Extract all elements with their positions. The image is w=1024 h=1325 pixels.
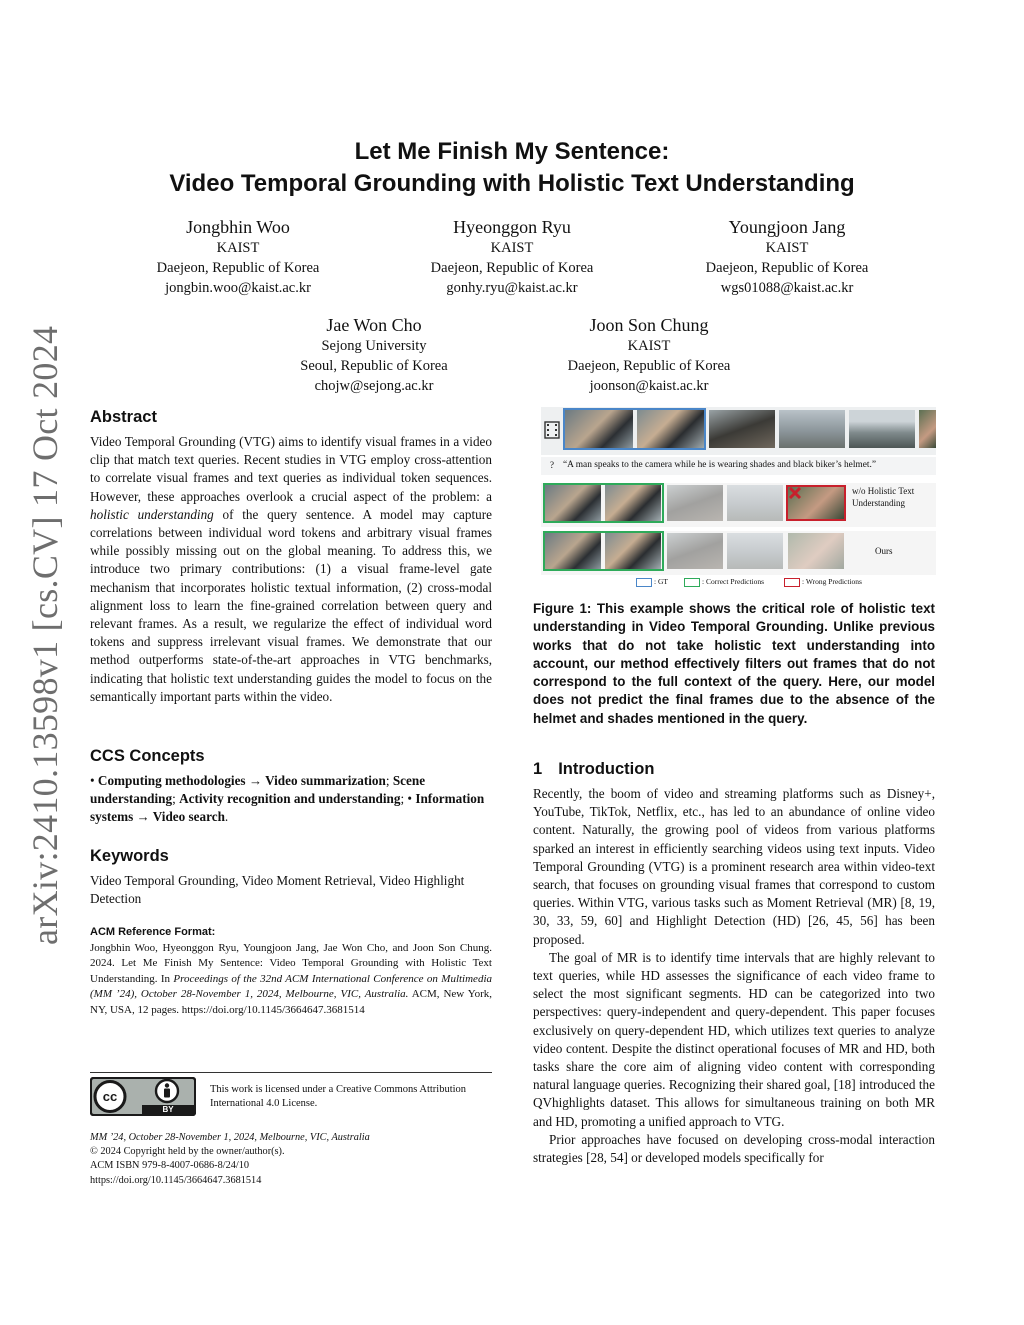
- introduction-section: [533, 760, 935, 1167]
- author-affiliation: KAIST: [765, 240, 809, 256]
- video-frame: [727, 485, 783, 521]
- query-text: “A man speaks to the camera while he is wearing shades and black biker’s helmet.”: [563, 460, 876, 470]
- ccs-heading: CCS Concepts: [90, 747, 205, 765]
- abstract-text: Video Temporal Grounding (VTG) aims to identify visual frames in a video clip that match text queries. Recent studies in VTG employ cross-attention to correlate visual frames and text queries as individual token sequences. However, these approaches overlook a crucial aspect of the problem: a holistic understanding of the query sentence. A model may capture correlations between individual word tokens and arbitrary visual frames while possibly missing out on the global meaning. To address this, we introduce two primary contributions: (1) a visual frame-level gate mechanism that incorporates holistic textual information, (2) cross-modal alignment loss to learn the fine-grained correlation between query and relevant frames. As a result, we regularize the effect of individual word tokens and suppress irrelevant visual frames. We demonstrate that our method outperforms state-of-the-art approaches in VTG benchmarks, indicating that holistic text understanding guides the model to focus on the semantically important parts within the video.: [90, 434, 492, 704]
- intro-heading: 1 Introduction: [533, 760, 655, 778]
- acm-ref-text: Jongbhin Woo, Hyeonggon Ryu, Youngjoon Jang, Jae Won Cho, and Joon Son Chung. 2024. Let Me Finish My Sentence: Video Temporal Grounding with Holistic Text Understanding. In Proceedings of the 32nd ACM International Conference on Multimedia (MM ’24), October 28-November 1, 2024, Melbourne, VIC, Australia. ACM, New York, NY, USA, 12 pages. https://doi.org/10.1145/3664647.3681514: [90, 941, 492, 1016]
- author-block: [667, 216, 907, 298]
- footer-copyright: © 2024 Copyright held by the owner/author(s).: [90, 1146, 285, 1158]
- figure-caption: Figure 1: This example shows the critical role of holistic text understanding in Video Temporal Grounding. Unlike previous works that do not take holistic text understanding into account, our method effectively filters out frames that do not correspond to the full context of the query. Here, our model does not predict the final frames due to the absence of the helmet and shades mentioned in the query.: [533, 601, 935, 726]
- author-location: Seoul, Republic of Korea: [300, 358, 448, 374]
- footer-doi: https://doi.org/10.1145/3664647.3681514: [90, 1174, 262, 1186]
- title-line-1: Let Me Finish My Sentence:: [354, 138, 670, 165]
- footer-info: [90, 1131, 492, 1188]
- keywords-text: Video Temporal Grounding, Video Moment Retrieval, Video Highlight Detection: [90, 873, 465, 907]
- author-location: Daejeon, Republic of Korea: [705, 260, 869, 276]
- ccs-text: • Computing methodologies → Video summarization; Scene understanding; Activity recognition and understanding; • Information systems → Video search.: [90, 773, 485, 825]
- ccs-section: [90, 747, 492, 827]
- paper-title: [0, 136, 1024, 200]
- arxiv-stamp: arXiv:2410.13598v1 [cs.CV] 17 Oct 2024: [25, 325, 65, 945]
- correct-box: [543, 531, 664, 571]
- keywords-section: [90, 847, 492, 908]
- video-frame: [727, 533, 783, 569]
- title-line-2: Video Temporal Grounding with Holistic Text Understanding: [169, 170, 855, 197]
- author-email: chojw@sejong.ac.kr: [314, 378, 434, 394]
- baseline-label: w/o Holistic Text Understanding: [852, 486, 915, 508]
- author-affiliation: KAIST: [490, 240, 534, 256]
- author-email: wgs01088@kaist.ac.kr: [720, 280, 854, 296]
- figure-row-ours: [541, 531, 936, 575]
- author-location: Daejeon, Republic of Korea: [430, 260, 594, 276]
- author-name: Youngjoon Jang: [728, 217, 846, 237]
- correct-box: [543, 483, 664, 523]
- cc-by-label: BY: [162, 1105, 174, 1114]
- author-affiliation: KAIST: [216, 240, 260, 256]
- svg-text:cc: cc: [102, 1089, 118, 1104]
- license-rule: [90, 1072, 492, 1073]
- intro-paragraph-1: Recently, the boom of video and streaming platforms such as Disney+, YouTube, TikTok, Netflix, etc., has led to an abundance of online video content. Naturally, the growing pool of videos from various platforms sparked an interest in efficiently searching videos using text inputs. Video Temporal Grounding (VTG) is a prominent research area within video-text search, that focuses on grounding visual frames that correspond to custom queries. Within VTG, various tasks such as Moment Retrieval (MR) [8, 19, 30, 33, 59, 60] and Highlight Detection (HD) [26, 45, 56] has been proposed.: [533, 786, 935, 947]
- query-bar: [541, 457, 936, 475]
- license-text: This work is licensed under a Creative Commons Attribution International 4.0 License.: [210, 1084, 467, 1109]
- video-frame: [709, 410, 775, 448]
- cc-license-badge: [90, 1077, 196, 1116]
- abstract-section: [90, 408, 492, 706]
- intro-paragraph-2: The goal of MR is to identify time intervals that are highly relevant to text queries, while HD assesses the significance of each video frame to select the most significant segments. HD can be categorized into two perspectives: query-independent and query-dependent. This paper focuses exclusively on query-dependent HD, which utilizes text queries to analyze video content. Despite the distinct operational focuses of MR and HD, both tasks share the core aim of aligning video content with corresponding natural language queries. Recognizing their shared goal, [18] introduced the QVhighlights dataset. This allows for simultaneous training on both MR and HD, promoting a unified approach to VTG.: [533, 949, 935, 1129]
- figure-row-gt: [541, 407, 936, 455]
- author-name: Hyeonggon Ryu: [453, 217, 571, 237]
- video-frame: [667, 533, 723, 569]
- keywords-heading: Keywords: [90, 847, 169, 865]
- video-frame: [779, 410, 845, 448]
- author-location: Daejeon, Republic of Korea: [567, 358, 731, 374]
- legend-wrong-swatch: [784, 578, 800, 587]
- acm-reference: [90, 925, 492, 1018]
- figure-legend: [541, 577, 936, 589]
- legend-correct-swatch: [684, 578, 700, 587]
- video-frame: [849, 410, 915, 448]
- author-name: Jongbhin Woo: [186, 217, 290, 237]
- author-email: jongbin.woo@kaist.ac.kr: [165, 280, 311, 296]
- author-email: joonson@kaist.ac.kr: [589, 378, 709, 394]
- author-email: gonhy.ryu@kaist.ac.kr: [446, 280, 578, 296]
- legend-wrong-label: : Wrong Predictions: [802, 577, 862, 586]
- legend-gt-label: : GT: [654, 577, 668, 586]
- footer-venue: MM ’24, October 28-November 1, 2024, Melbourne, VIC, Australia: [90, 1132, 370, 1143]
- video-frame: [919, 410, 936, 448]
- author-block: [529, 314, 769, 396]
- ours-label: Ours: [875, 546, 893, 556]
- author-block: [392, 216, 632, 298]
- footer-isbn: ACM ISBN 979-8-4007-0686-8/24/10: [90, 1160, 250, 1172]
- legend-correct-label: : Correct Predictions: [702, 577, 765, 586]
- legend-gt-swatch: [636, 578, 652, 587]
- video-frame: [667, 485, 723, 521]
- gt-box: [563, 408, 706, 450]
- video-frame: [788, 533, 844, 569]
- figure-1: [541, 407, 936, 589]
- author-affiliation: Sejong University: [321, 338, 427, 354]
- author-name: Joon Son Chung: [589, 315, 709, 335]
- wrong-cross-icon: [788, 486, 802, 500]
- figure-row-baseline: [541, 483, 936, 527]
- author-block: [118, 216, 358, 298]
- intro-paragraph-3: Prior approaches have focused on developing cross-modal interaction strategies [28, 54] or developed models specifically for: [533, 1131, 935, 1166]
- author-name: Jae Won Cho: [326, 315, 422, 335]
- author-block: [254, 314, 494, 396]
- abstract-heading: Abstract: [90, 408, 157, 426]
- author-affiliation: KAIST: [627, 338, 671, 354]
- query-icon: ?: [550, 460, 554, 470]
- film-icon: [544, 421, 560, 439]
- acm-ref-heading: ACM Reference Format:: [90, 926, 216, 938]
- author-location: Daejeon, Republic of Korea: [156, 260, 320, 276]
